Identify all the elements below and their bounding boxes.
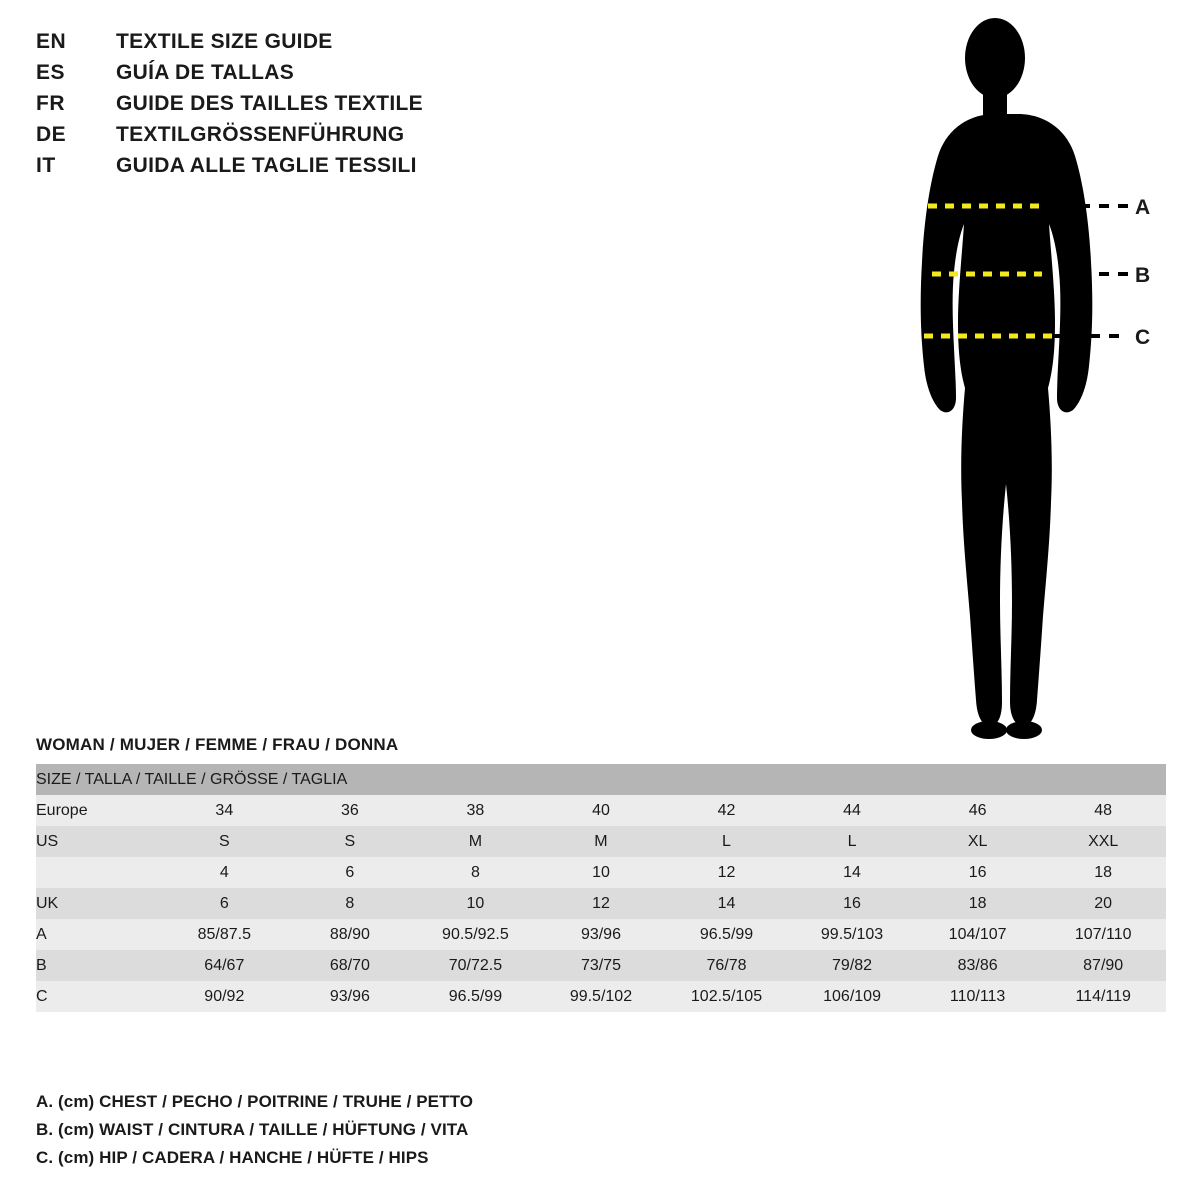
cell-value: 90/92 (162, 981, 288, 1012)
cell-value: 20 (1040, 888, 1166, 919)
cell-value: 46 (915, 795, 1041, 826)
cell-value: 10 (538, 857, 664, 888)
cell-value: L (664, 826, 790, 857)
cell-value: 38 (413, 795, 539, 826)
table-row (36, 981, 1166, 1012)
size-table (36, 764, 1166, 1012)
cell-value: 93/96 (538, 919, 664, 950)
title-lang-code: FR (36, 92, 65, 115)
cell-value: 4 (162, 857, 288, 888)
cell-value: 34 (162, 795, 288, 826)
title-text: GUIDA ALLE TAGLIE TESSILI (116, 154, 417, 177)
cell-value: 76/78 (664, 950, 790, 981)
cell-value: 85/87.5 (162, 919, 288, 950)
table-row (36, 888, 1166, 919)
cell-value: 104/107 (915, 919, 1041, 950)
title-text: GUÍA DE TALLAS (116, 61, 295, 84)
cell-value: 106/109 (789, 981, 915, 1012)
cell-value: 83/86 (915, 950, 1041, 981)
cell-value: 12 (664, 857, 790, 888)
cell-value: 10 (413, 888, 539, 919)
row-label: A (36, 919, 162, 950)
cell-value: 79/82 (789, 950, 915, 981)
table-row (36, 950, 1166, 981)
cell-value: M (538, 826, 664, 857)
measure-label-a: A (1135, 196, 1151, 219)
cell-value: 114/119 (1040, 981, 1166, 1012)
cell-value: 70/72.5 (413, 950, 539, 981)
cell-value: 96.5/99 (664, 919, 790, 950)
cell-value: 99.5/102 (538, 981, 664, 1012)
cell-value: 18 (915, 888, 1041, 919)
cell-value: 87/90 (1040, 950, 1166, 981)
legend-hip: C. (cm) HIP / CADERA / HANCHE / HÜFTE / HIPS (36, 1148, 429, 1167)
title-row (36, 92, 556, 123)
table-row (36, 826, 1166, 857)
row-label: Europe (36, 795, 162, 826)
title-lang-code: IT (36, 154, 56, 177)
cell-value: 14 (789, 857, 915, 888)
cell-value: 88/90 (287, 919, 413, 950)
cell-value: 18 (1040, 857, 1166, 888)
measure-label-c: C (1135, 326, 1151, 349)
cell-value: 93/96 (287, 981, 413, 1012)
cell-value: 102.5/105 (664, 981, 790, 1012)
title-row (36, 154, 556, 185)
title-lang-code: EN (36, 30, 67, 53)
cell-value: 16 (915, 857, 1041, 888)
size-table-section (36, 735, 1166, 1012)
table-row (36, 795, 1166, 826)
cell-value: 42 (664, 795, 790, 826)
title-lang-code: DE (36, 123, 67, 146)
cell-value: 8 (413, 857, 539, 888)
cell-value: XL (915, 826, 1041, 857)
cell-value: 12 (538, 888, 664, 919)
cell-value: 107/110 (1040, 919, 1166, 950)
cell-value: 8 (287, 888, 413, 919)
measure-label-b: B (1135, 264, 1151, 287)
measurement-legend (36, 1088, 736, 1172)
cell-value: 44 (789, 795, 915, 826)
woman-section-heading: WOMAN / MUJER / FEMME / FRAU / DONNA (36, 735, 399, 754)
title-text: TEXTILE SIZE GUIDE (116, 30, 333, 53)
cell-value: 110/113 (915, 981, 1041, 1012)
cell-value: 6 (287, 857, 413, 888)
title-lang-code: ES (36, 61, 66, 84)
row-label: B (36, 950, 162, 981)
cell-value: 40 (538, 795, 664, 826)
title-row (36, 30, 556, 61)
title-row (36, 123, 556, 154)
cell-value: 48 (1040, 795, 1166, 826)
table-row (36, 857, 1166, 888)
legend-chest: A. (cm) CHEST / PECHO / POITRINE / TRUHE / PETTO (36, 1092, 474, 1111)
title-row (36, 61, 556, 92)
size-guide-title-block (36, 30, 556, 185)
cell-value: S (162, 826, 288, 857)
cell-value: 96.5/99 (413, 981, 539, 1012)
cell-value: 14 (664, 888, 790, 919)
cell-value: M (413, 826, 539, 857)
cell-value: 6 (162, 888, 288, 919)
cell-value: 73/75 (538, 950, 664, 981)
cell-value: 16 (789, 888, 915, 919)
cell-value: 36 (287, 795, 413, 826)
female-body-figure (850, 10, 1190, 750)
cell-value: 64/67 (162, 950, 288, 981)
silhouette-icon (850, 10, 1190, 750)
cell-value: S (287, 826, 413, 857)
legend-waist: B. (cm) WAIST / CINTURA / TAILLE / HÜFTUNG / VITA (36, 1120, 469, 1139)
cell-value: XXL (1040, 826, 1166, 857)
row-label: US (36, 826, 162, 857)
title-text: GUIDE DES TAILLES TEXTILE (116, 92, 423, 115)
row-label: UK (36, 888, 162, 919)
row-label: C (36, 981, 162, 1012)
cell-value: 90.5/92.5 (413, 919, 539, 950)
table-row (36, 919, 1166, 950)
title-text: TEXTILGRÖSSENFÜHRUNG (116, 123, 405, 146)
cell-value: L (789, 826, 915, 857)
size-table-header-label: SIZE / TALLA / TAILLE / GRÖSSE / TAGLIA (36, 764, 1166, 795)
table-header-row (36, 764, 1166, 795)
cell-value: 99.5/103 (789, 919, 915, 950)
cell-value: 68/70 (287, 950, 413, 981)
row-label (36, 857, 162, 888)
